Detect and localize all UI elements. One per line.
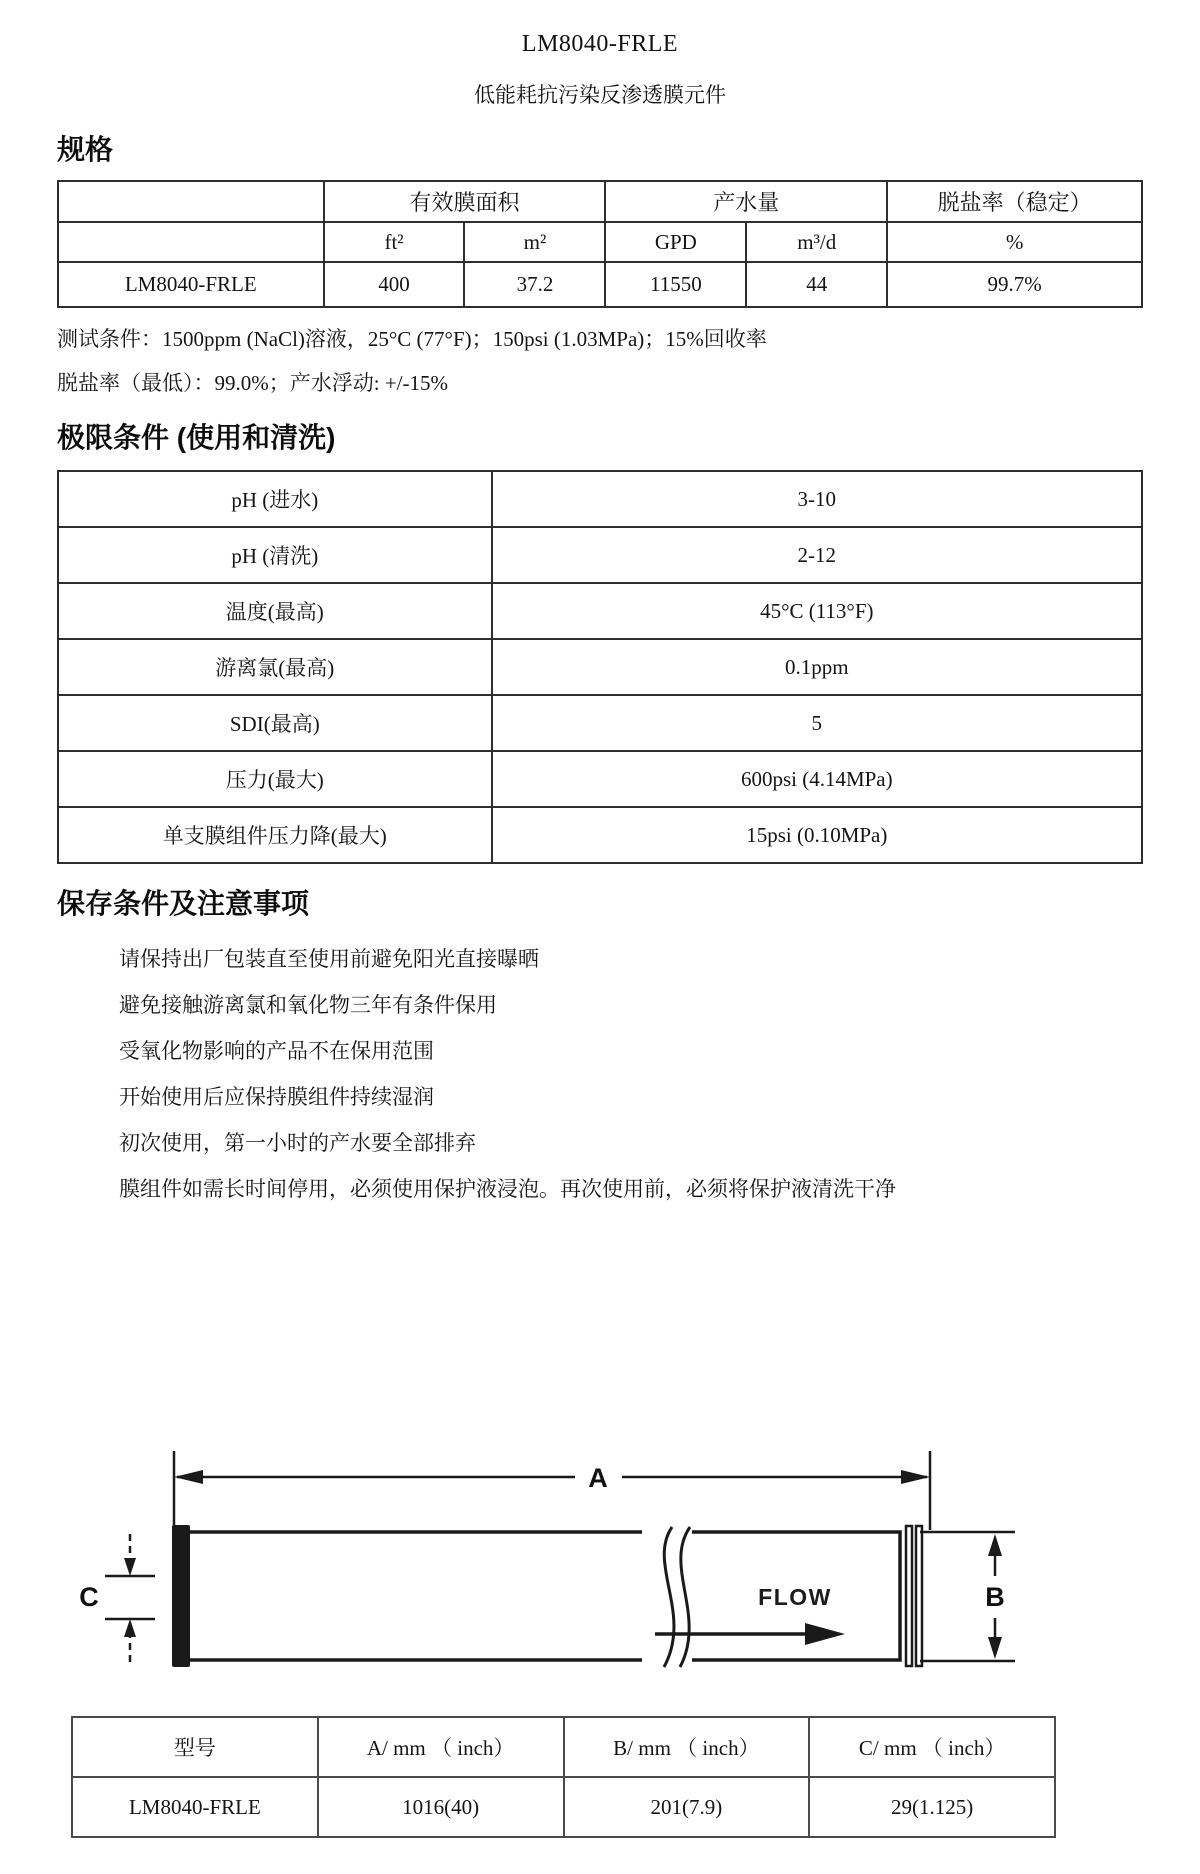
- limit-value: 3-10: [492, 471, 1142, 527]
- right-end-ring-outer: [916, 1526, 922, 1666]
- spec-table: [57, 180, 1143, 308]
- left-end-cap: [172, 1525, 190, 1667]
- spec-table-unit-m2: m²: [464, 222, 605, 262]
- dims-header-a: A/ mm （ inch）: [318, 1717, 564, 1777]
- storage-note: 开始使用后应保持膜组件持续湿润: [119, 1085, 434, 1109]
- test-conditions-line: 测试条件：1500ppm (NaCl)溶液，25°C (77°F)；150psi (1.03MPa)；15%回收率: [57, 327, 767, 351]
- limit-label: pH (清洗): [58, 527, 492, 583]
- doc-subtitle: 低能耗抗污染反渗透膜元件: [474, 83, 726, 107]
- spec-table-empty-cell: [58, 222, 324, 262]
- limit-value: 0.1ppm: [492, 639, 1142, 695]
- dimension-c-label: C: [79, 1582, 99, 1612]
- dimension-a: [174, 1451, 930, 1530]
- storage-note: 受氧化物影响的产品不在保用范围: [119, 1039, 434, 1063]
- spec-model-cell: LM8040-FRLE: [58, 262, 324, 307]
- spec-table-empty-cell: [58, 181, 324, 222]
- limits-row-temperature: [58, 583, 1142, 639]
- flow-arrowhead: [805, 1623, 845, 1645]
- spec-table-unit-row: [58, 222, 1142, 262]
- spec-table-data-row: [58, 262, 1142, 307]
- limits-heading: 极限条件 (使用和清洗): [57, 422, 336, 453]
- spec-table-unit-ft2: ft²: [324, 222, 465, 262]
- dims-header-model: 型号: [72, 1717, 318, 1777]
- dimension-a-left-arrowhead: [174, 1470, 203, 1484]
- spec-table-unit-gpd: GPD: [605, 222, 746, 262]
- limit-label: 温度(最高): [58, 583, 492, 639]
- dims-b-cell: 201(7.9): [564, 1777, 810, 1837]
- limits-row-pressure-drop: [58, 807, 1142, 863]
- flow-label: FLOW: [758, 1584, 832, 1610]
- limit-value: 5: [492, 695, 1142, 751]
- right-end-ring-inner: [906, 1526, 912, 1666]
- membrane-element-diagram: [57, 1224, 1143, 1694]
- limit-value: 45°C (113°F): [492, 583, 1142, 639]
- limit-label: SDI(最高): [58, 695, 492, 751]
- dimension-b: [920, 1532, 1015, 1661]
- membrane-element-diagram-svg: [57, 1224, 1143, 1694]
- dimension-b-label: B: [985, 1582, 1005, 1612]
- dims-header-c: C/ mm （ inch）: [809, 1717, 1055, 1777]
- limit-value: 15psi (0.10MPa): [492, 807, 1142, 863]
- limit-value: 600psi (4.14MPa): [492, 751, 1142, 807]
- spec-table-header-salt-rejection: 脱盐率（稳定）: [887, 181, 1142, 222]
- limits-row-ph-cleaning: [58, 527, 1142, 583]
- storage-note: 避免接触游离氯和氧化物三年有条件保用: [119, 993, 497, 1017]
- break-symbol: [642, 1527, 692, 1667]
- dimension-c: [79, 1534, 155, 1662]
- spec-table-header-permeate-flow: 产水量: [605, 181, 887, 222]
- dimensions-table: [71, 1716, 1056, 1838]
- spec-table-unit-m3d: m³/d: [746, 222, 887, 262]
- dimension-b-bottom-arrowhead: [988, 1637, 1002, 1659]
- spec-area-ft2-cell: 400: [324, 262, 465, 307]
- limit-label: 压力(最大): [58, 751, 492, 807]
- dimension-c-up-arrowhead: [124, 1619, 136, 1637]
- dimensions-header-row: [72, 1717, 1055, 1777]
- spec-table-group-header-row: [58, 181, 1142, 222]
- dims-a-cell: 1016(40): [318, 1777, 564, 1837]
- dimension-b-top-arrowhead: [988, 1534, 1002, 1556]
- spec-heading: 规格: [57, 134, 114, 165]
- storage-note: 膜组件如需长时间停用，必须使用保护液浸泡。再次使用前，必须将保护液清洗干净: [119, 1177, 896, 1201]
- storage-note: 初次使用，第一小时的产水要全部排弃: [119, 1131, 476, 1155]
- doc-title: LM8040-FRLE: [521, 31, 679, 57]
- limit-label: 游离氯(最高): [58, 639, 492, 695]
- spec-flow-gpd-cell: 11550: [605, 262, 746, 307]
- spec-rejection-cell: 99.7%: [887, 262, 1142, 307]
- limits-row-ph-feed: [58, 471, 1142, 527]
- dimension-a-right-arrowhead: [901, 1470, 930, 1484]
- dimension-a-label: A: [588, 1463, 608, 1493]
- limit-label: 单支膜组件压力降(最大): [58, 807, 492, 863]
- dimensions-data-row: [72, 1777, 1055, 1837]
- limit-value: 2-12: [492, 527, 1142, 583]
- storage-notes-list: [57, 936, 1143, 1212]
- rejection-note-line: 脱盐率（最低）：99.0%；产水浮动: +/-15%: [57, 371, 448, 395]
- limits-table: [57, 470, 1143, 864]
- limit-label: pH (进水): [58, 471, 492, 527]
- limits-row-pressure: [58, 751, 1142, 807]
- spec-table-unit-percent: %: [887, 222, 1142, 262]
- dims-header-b: B/ mm （ inch）: [564, 1717, 810, 1777]
- dims-c-cell: 29(1.125): [809, 1777, 1055, 1837]
- storage-note: 请保持出厂包装直至使用前避免阳光直接曝晒: [119, 947, 539, 971]
- storage-heading: 保存条件及注意事项: [57, 888, 310, 919]
- limits-row-free-chlorine: [58, 639, 1142, 695]
- spec-table-header-membrane-area: 有效膜面积: [324, 181, 606, 222]
- dimension-c-down-arrowhead: [124, 1558, 136, 1576]
- limits-row-sdi: [58, 695, 1142, 751]
- spec-flow-m3d-cell: 44: [746, 262, 887, 307]
- dims-model-cell: LM8040-FRLE: [72, 1777, 318, 1837]
- spec-area-m2-cell: 37.2: [464, 262, 605, 307]
